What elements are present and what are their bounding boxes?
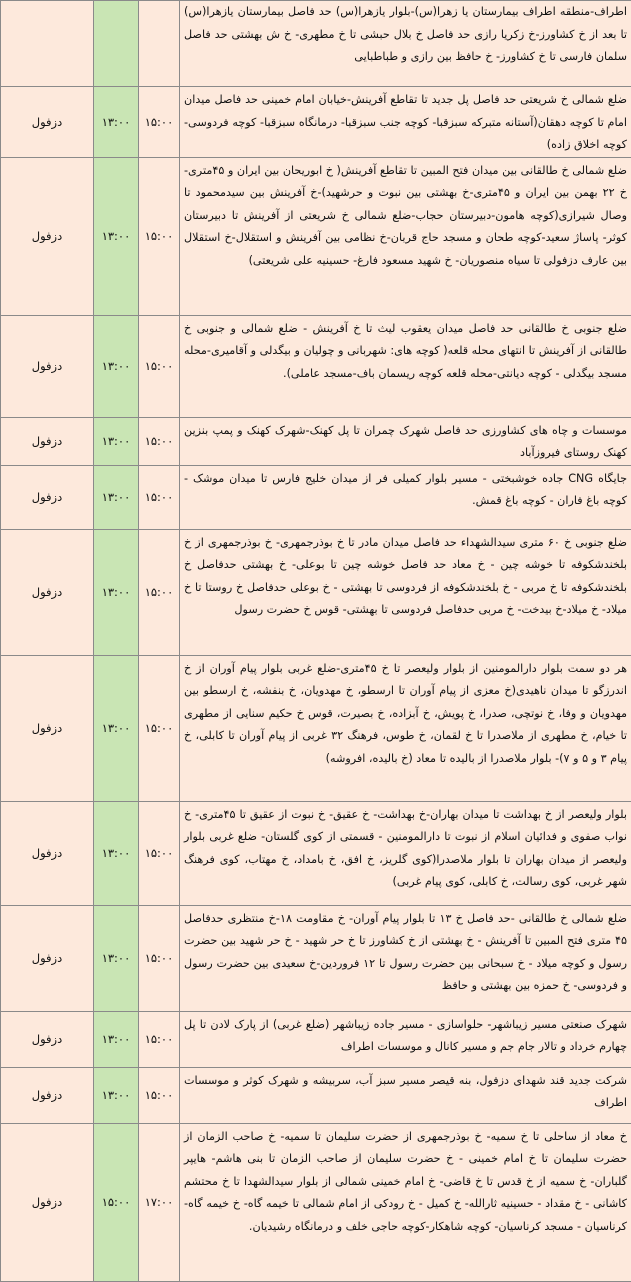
city-cell: دزفول [1,465,94,529]
outage-area-text: ضلع شمالی خ طالقانی بین میدان فتح المبین تا تقاطع آفرینش( خ ابوریحان بین ایران و ۴۵متری- خ ۲۲ بهمن بین ایران و ۴۵متری-خ بهشتی بین نبوت و حرشهید)-خ آفرینش بین سیدمحمود تا وصال شیرازی(کوچه هامون-دبیرستان حجاب-ضلع شمالی خ شریعتی از آفرینش تا دبیرستان کوثر- پاساژ سعید-کوچه طحان و مسجد حاج قربان-خ نظامی بین آفرینش و استقلال-خ استقلال بین عارف دزفولی تا سیاه منصوریان- خ شهید مسعود فارغ- حسینیه علی شریعتی) [184,158,627,273]
end-time-cell: ۱۳:۰۰ [94,87,139,158]
outage-area-text: ضلع شمالی خ شریعتی حد فاصل پل جدید تا تقاطع آفرینش-خیابان امام خمینی حد فاصل میدان امام تا کوچه دهقان(آستانه متبرکه سبزقبا- کوچه جنب سبزقبا- درمانگاه سبزقبا- کوچه فردوسی- کوچه اخلاق زاده) [184,87,627,157]
outage-area-text: خ معاد از ساحلی تا خ سمیه- خ بوذرجمهری از حضرت سلیمان تا سمیه- خ صاحب الزمان از حضرت سلیمان تا خ امام خمینی - خ حضرت سلیمان از صاحب الزمان تا بنی هاشم- هایپر گلباران- خ سمیه از خ قدس تا خ قاضی- خ امام خمینی شمالی از بلوار سیدالشهدا تا خ محتشم کاشانی - خ مقداد - حسینیه ثارالله- خ کمیل - خ رودکی از امام شمالی تا خیمه گاه- خ خیمه گاه- کرناسیان - مسجد کرناسیان- کوچه شاهکار-کوچه حاجی خلف و درمانگاه رشیدیان. [184,1124,627,1239]
start-time-cell: ۱۷:۰۰ [139,1123,180,1281]
end-time-cell: ۱۳:۰۰ [94,315,139,417]
start-time-cell: ۱۵:۰۰ [139,655,180,801]
outage-area-text: شرکت جدید قند شهدای دزفول، بنه قیصر مسیر سبز آب، سربیشه و شهرک کوثر و موسسات اطراف [184,1068,627,1115]
outage-area-cell [180,529,631,655]
outage-area-cell [180,1011,631,1067]
outage-area-text: شهرک صنعتی مسیر زیباشهر- حلواسازی - مسیر جاده زیباشهر (ضلع غربی) از پارک لادن تا پل چهارم خرداد و تالار جام جم و مسیر کانال و موسسات اطراف [184,1012,627,1059]
start-time-cell [139,1,180,87]
outage-area-cell [180,315,631,417]
city-cell: دزفول [1,905,94,1011]
table-row [1,1,631,87]
outage-area-text: جایگاه CNG جاده خوشبختی - مسیر بلوار کمیلی فر از میدان خلیج فارس تا میدان موشک - کوچه باغ فاران - کوچه باغ قمش. [184,466,627,513]
table-row [1,529,631,655]
start-time-cell: ۱۵:۰۰ [139,417,180,465]
end-time-cell: ۱۳:۰۰ [94,417,139,465]
end-time-cell: ۱۳:۰۰ [94,157,139,315]
outage-area-cell [180,417,631,465]
table-row [1,655,631,801]
table-row [1,465,631,529]
city-cell [1,1,94,87]
outage-area-cell [180,1067,631,1123]
table-row [1,157,631,315]
city-cell: دزفول [1,1123,94,1281]
city-cell: دزفول [1,417,94,465]
outage-area-text: ضلع جنوبی خ طالقانی حد فاصل میدان یعقوب لیث تا خ آفرینش - ضلع شمالی و جنوبی خ طالقانی از آفرینش تا انتهای محله قلعه( کوچه های: شهربانی و چولیان و بیگدلی و آقامیری-محله مسجد بیگدلی - کوچه دیانتی-محله قلعه کوچه ریسمان باف-مسجد عاملی). [184,316,627,386]
start-time-cell: ۱۵:۰۰ [139,465,180,529]
outage-area-cell [180,157,631,315]
start-time-cell: ۱۵:۰۰ [139,1011,180,1067]
start-time-cell: ۱۵:۰۰ [139,801,180,905]
start-time-cell: ۱۵:۰۰ [139,315,180,417]
end-time-cell [94,1,139,87]
start-time-cell: ۱۵:۰۰ [139,157,180,315]
outage-area-text: اطراف-منطقه اطراف بیمارستان یا زهرا(س)-بلوار یازهرا(س) حد فاصل بیمارستان یازهرا(س) تا بعد از خ کشاورز-خ زکریا رازی حد فاصل خ بلال حبشی تا خ مطهری- خ ش بهشتی حد فاصل سلمان فارسی تا خ کشاورز- خ حافظ بین رازی و طباطبایی [184,1,627,69]
end-time-cell: ۱۳:۰۰ [94,1067,139,1123]
outage-area-cell [180,1123,631,1281]
outage-area-cell [180,465,631,529]
city-cell: دزفول [1,157,94,315]
outage-area-text: موسسات و چاه های کشاورزی حد فاصل شهرک چمران تا پل کهنک-شهرک کهنک و پمپ بنزین کهنک روستای فیروزآباد [184,418,627,465]
end-time-cell: ۱۳:۰۰ [94,465,139,529]
outage-area-cell [180,655,631,801]
city-cell: دزفول [1,1011,94,1067]
start-time-cell: ۱۵:۰۰ [139,529,180,655]
end-time-cell: ۱۳:۰۰ [94,655,139,801]
outage-area-cell [180,905,631,1011]
end-time-cell: ۱۵:۰۰ [94,1123,139,1281]
outage-area-text: هر دو سمت بلوار دارالمومنین از بلوار ولیعصر تا خ ۴۵متری-ضلع غربی بلوار پیام آوران از خ اندرزگو تا میدان ناهیدی(خ معزی از پیام آوران تا ارسطو، خ مهدویان، خ بنفشه، خ ارسطو بین مهدویان و وفا، خ نوتچی، صدرا، خ پویش، خ آبزاده، خ بصیرت، قوس خ حکیم سنایی از مطهری تا خیام، خ مطهری از ملاصدرا تا خ لقمان، خ طوس، فرهنگ ۳۲ غربی از پیام آوران تا کابلی، خ پیام ۳ و ۵ و ۷)- بلوار ملاصدرا از بالیده تا معاد (خ بالیده، افروشه) [184,656,627,771]
city-cell: دزفول [1,655,94,801]
table-row [1,315,631,417]
city-cell: دزفول [1,801,94,905]
outage-area-cell [180,1,631,87]
table-row [1,1123,631,1281]
table-row [1,1067,631,1123]
outage-area-cell [180,801,631,905]
outage-area-text: بلوار ولیعصر از خ بهداشت تا میدان بهاران-خ بهداشت- خ عقیق- خ نبوت از عقیق تا ۴۵متری- خ نواب صفوی و فدائیان اسلام از نبوت تا دارالمومنین - قسمتی از کوی گلستان- ضلع غربی بلوار ولیعصر از میدان بهاران تا بلوار ملاصدرا(کوی گلریز، خ افق، خ بامداد، خ مهتاب، کوی فرهنگ شهر غربی، کوی رسالت، خ کابلی، کوی پیام غربی) [184,802,627,894]
start-time-cell: ۱۵:۰۰ [139,905,180,1011]
end-time-cell: ۱۳:۰۰ [94,905,139,1011]
table-row [1,1011,631,1067]
start-time-cell: ۱۵:۰۰ [139,1067,180,1123]
city-cell: دزفول [1,315,94,417]
table-body [1,1,631,1282]
city-cell: دزفول [1,87,94,158]
table-row [1,905,631,1011]
end-time-cell: ۱۳:۰۰ [94,529,139,655]
city-cell: دزفول [1,1067,94,1123]
table-row [1,417,631,465]
outage-area-text: ضلع جنوبی خ ۶۰ متری سیدالشهداء حد فاصل میدان مادر تا خ بوذرجمهری- خ بوذرجمهری از خ بلخندشکوفه تا خوشه چین - خ معاد حد فاصل خوشه چین تا بوعلی- خ بهشتی حدفاصل خ بلخندشکوفه تا خ مربی - خ بلخندشکوفه از فردوسی تا بهشتی - خ بوعلی حدفاصل خ روستا تا خ میلاد- خ میلاد-خ بیدخت- خ مربی حدفاصل فردوسی تا بهشتی- قوس خ حضرت رسول [184,530,627,622]
end-time-cell: ۱۳:۰۰ [94,1011,139,1067]
table-row [1,801,631,905]
table-row [1,87,631,158]
outage-area-cell [180,87,631,158]
end-time-cell: ۱۳:۰۰ [94,801,139,905]
outage-area-text: ضلع شمالی خ طالقانی -حد فاصل خ ۱۳ تا بلوار پیام آوران- خ مقاومت ۱۸-خ منتظری حدفاصل ۴۵ متری فتح المبین تا آفرینش - خ بهشتی از خ کشاورز تا خ حر شهید - خ حر شهید بین حضرت رسول و کوچه میلاد - خ سبحانی بین حضرت رسول تا ۱۲ فروردین-خ سعیدی بین حضرت رسول و فردوسی- خ حمزه بین بهشتی و حافظ [184,906,627,998]
city-cell: دزفول [1,529,94,655]
start-time-cell: ۱۵:۰۰ [139,87,180,158]
